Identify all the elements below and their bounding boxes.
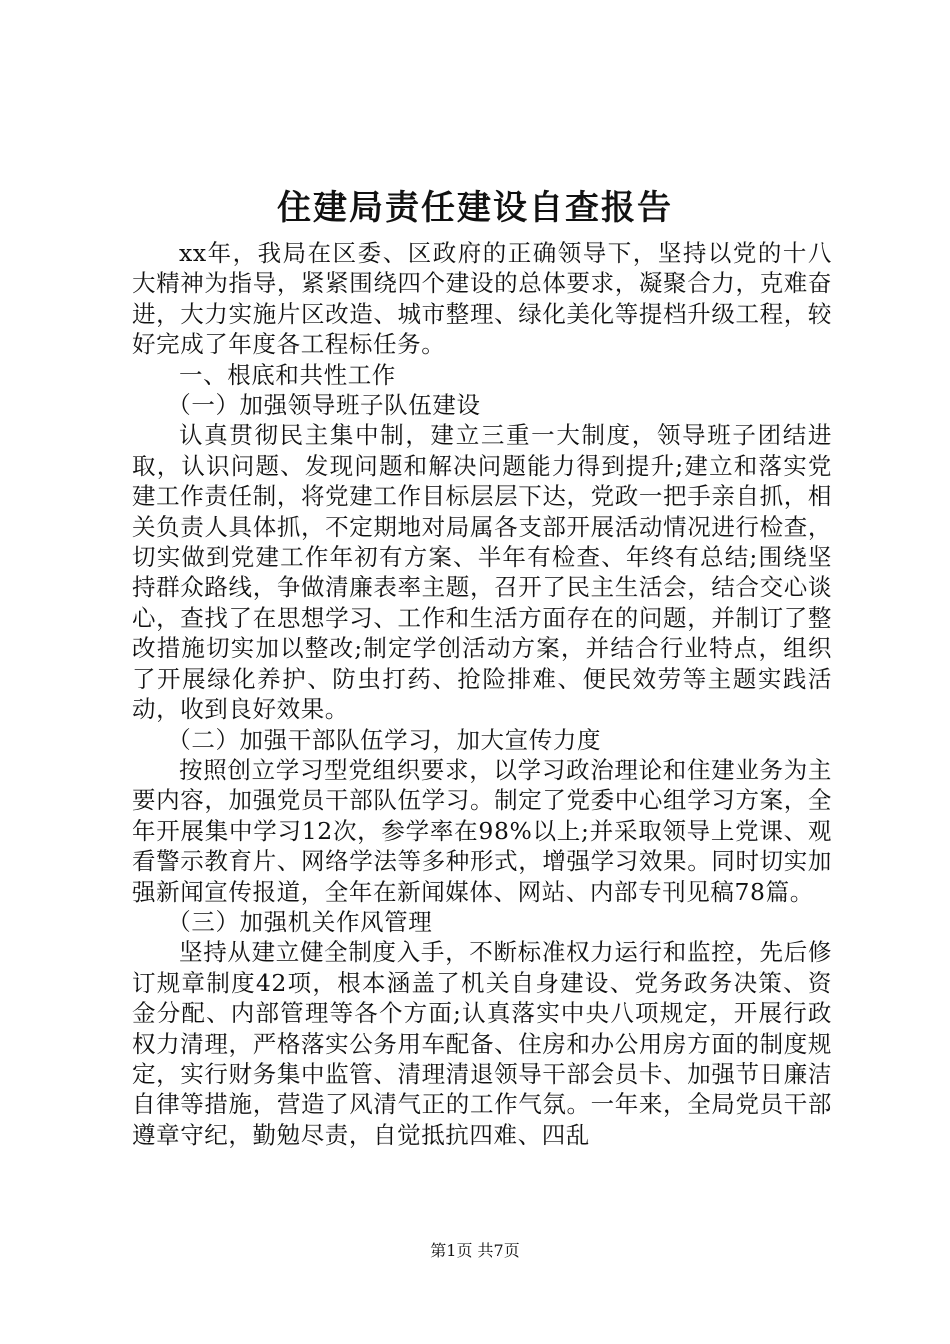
document-title: 住建局责任建设自查报告 (277, 188, 673, 228)
section-heading: 一、根底和共性工作 (179, 360, 396, 389)
subsection-heading: （三）加强机关作风管理 (167, 907, 433, 936)
paragraph-body: 按照创立学习型党组织要求，以学习政治理论和住建业务为主要内容，加强党员干部队伍学习。制定了党委中心组学习方案，全年开展集中学习12次，参学率在98%以上;并采取领导上党课、观看警示教育片、网络学法等多种形式，增强学习效果。同时切实加强新闻宣传报道，全年在新闻媒体、网站、内部专刊见稿78篇。 (132, 755, 832, 906)
paragraph-body: 坚持从建立健全制度入手，不断标准权力运行和监控，先后修订规章制度42项，根本涵盖了机关自身建设、党务政务决策、资金分配、内部管理等各个方面;认真落实中央八项规定，开展行政权力清理，严格落实公务用车配备、住房和办公用房方面的制度规定，实行财务集中监管、清理清退领导干部会员卡、加强节日廉洁自律等措施，营造了风清气正的工作气氛。一年来，全局党员干部遵章守纪，勤勉尽责，自觉抵抗四难、四乱 (132, 938, 832, 1149)
paragraph-body: 认真贯彻民主集中制，建立三重一大制度，领导班子团结进取，认识问题、发现问题和解决问题能力得到提升;建立和落实党建工作责任制，将党建工作目标层层下达，党政一把手亲自抓，相关负责人具体抓，不定期地对局属各支部开展活动情况进行检查，切实做到党建工作年初有方案、半年有检查、年终有总结;围绕坚持群众路线，争做清廉表率主题，召开了民主生活会，结合交心谈心，查找了在思想学习、工作和生活方面存在的问题，并制订了整改措施切实加以整改;制定学创活动方案，并结合行业特点，组织了开展绿化养护、防虫打药、抢险排难、便民效劳等主题实践活动，收到良好效果。 (132, 421, 832, 724)
subsection-heading: （二）加强干部队伍学习，加大宣传力度 (167, 725, 602, 754)
document-body (132, 238, 832, 1150)
subsection-heading: （一）加强领导班子队伍建设 (167, 391, 481, 420)
page-number: 第1页 共7页 (430, 1241, 520, 1260)
paragraph-intro: xx年，我局在区委、区政府的正确领导下，坚持以党的十八大精神为指导，紧紧围绕四个建设的总体要求，凝聚合力，克难奋进，大力实施片区改造、城市整理、绿化美化等提档升级工程，较好完成了年度各工程标任务。 (132, 239, 832, 359)
